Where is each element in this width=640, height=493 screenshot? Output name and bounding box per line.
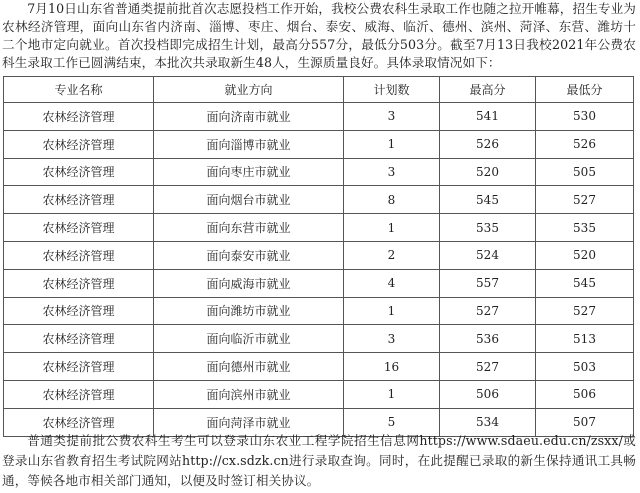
cell-direction: 面向烟台市就业 [154,186,344,214]
cell-max-score: 541 [440,103,536,131]
cell-direction: 面向东营市就业 [154,214,344,242]
cell-max-score: 536 [440,325,536,353]
cell-major: 农林经济管理 [4,297,154,325]
table-row [4,103,634,131]
cell-plan: 16 [344,353,440,381]
cell-plan: 3 [344,325,440,353]
header-major: 专业名称 [4,77,154,103]
cell-direction: 面向枣庄市就业 [154,158,344,186]
cell-major: 农林经济管理 [4,186,154,214]
cell-plan: 1 [344,130,440,158]
table-row [4,130,634,158]
table-row [4,297,634,325]
cell-major: 农林经济管理 [4,380,154,408]
cell-major: 农林经济管理 [4,103,154,131]
cell-min-score: 530 [536,103,634,131]
header-min-score: 最低分 [536,77,634,103]
cell-min-score: 527 [536,186,634,214]
cell-direction: 面向威海市就业 [154,269,344,297]
cell-major: 农林经济管理 [4,130,154,158]
table-row [4,158,634,186]
table-row [4,186,634,214]
cell-major: 农林经济管理 [4,269,154,297]
cell-max-score: 534 [440,408,536,436]
cell-direction: 面向临沂市就业 [154,325,344,353]
cell-direction: 面向潍坊市就业 [154,297,344,325]
cell-min-score: 535 [536,214,634,242]
cell-min-score: 503 [536,353,634,381]
header-direction: 就业方向 [154,77,344,103]
table-row [4,214,634,242]
cell-major: 农林经济管理 [4,353,154,381]
intro-paragraph: 7月10日山东省普通类提前批首次志愿投档工作开始，我校公费农科生录取工作也随之拉开帷幕，招生专业为农林经济管理，面向山东省内济南、淄博、枣庄、烟台、泰安、威海、临沂、德州、滨州、菏泽、东营、潍坊十二个地市定向就业。首次投档即完成招生计划，最高分557分，最低分503分。截至7月13日我校2021年公费农科生录取工作已圆满结束，本批次共录取新生48人，生源质量良好。具体录取情况如下： [2,1,636,70]
footer-paragraph: 普通类提前批公费农科生考生可以登录山东农业工程学院招生信息网https://www.sdaeu.edu.cn/zsxx/或登录山东省教育招生考试院网站http://cx.sdzk.cn进行录取查询。同时，在此提醒已录取的新生保持通讯工具畅通，等候各地市相关部门通知，以便及时签订相关协议。 [2,433,636,488]
cell-max-score: 526 [440,130,536,158]
cell-direction: 面向济南市就业 [154,103,344,131]
table-header-row [4,77,634,103]
cell-plan: 1 [344,297,440,325]
table-row [4,241,634,269]
table-row [4,380,634,408]
cell-direction: 面向滨州市就业 [154,380,344,408]
table-row [4,325,634,353]
cell-max-score: 535 [440,214,536,242]
cell-major: 农林经济管理 [4,214,154,242]
cell-max-score: 524 [440,241,536,269]
cell-min-score: 526 [536,130,634,158]
cell-major: 农林经济管理 [4,158,154,186]
table-body [4,103,634,437]
cell-max-score: 506 [440,380,536,408]
cell-plan: 5 [344,408,440,436]
cell-min-score: 505 [536,158,634,186]
cell-min-score: 507 [536,408,634,436]
cell-plan: 2 [344,241,440,269]
cell-major: 农林经济管理 [4,241,154,269]
cell-direction: 面向德州市就业 [154,353,344,381]
cell-plan: 3 [344,158,440,186]
admission-table [3,76,634,437]
cell-max-score: 557 [440,269,536,297]
table-row [4,269,634,297]
header-max-score: 最高分 [440,77,536,103]
cell-direction: 面向菏泽市就业 [154,408,344,436]
cell-max-score: 545 [440,186,536,214]
cell-direction: 面向淄博市就业 [154,130,344,158]
cell-major: 农林经济管理 [4,325,154,353]
cell-max-score: 527 [440,297,536,325]
cell-plan: 8 [344,186,440,214]
cell-plan: 1 [344,380,440,408]
cell-min-score: 513 [536,325,634,353]
cell-plan: 4 [344,269,440,297]
cell-max-score: 527 [440,353,536,381]
cell-min-score: 506 [536,380,634,408]
cell-direction: 面向泰安市就业 [154,241,344,269]
cell-max-score: 520 [440,158,536,186]
cell-plan: 3 [344,103,440,131]
cell-min-score: 527 [536,297,634,325]
cell-min-score: 520 [536,241,634,269]
cell-min-score: 545 [536,269,634,297]
cell-major: 农林经济管理 [4,408,154,436]
cell-plan: 1 [344,214,440,242]
header-plan: 计划数 [344,77,440,103]
table-row [4,353,634,381]
